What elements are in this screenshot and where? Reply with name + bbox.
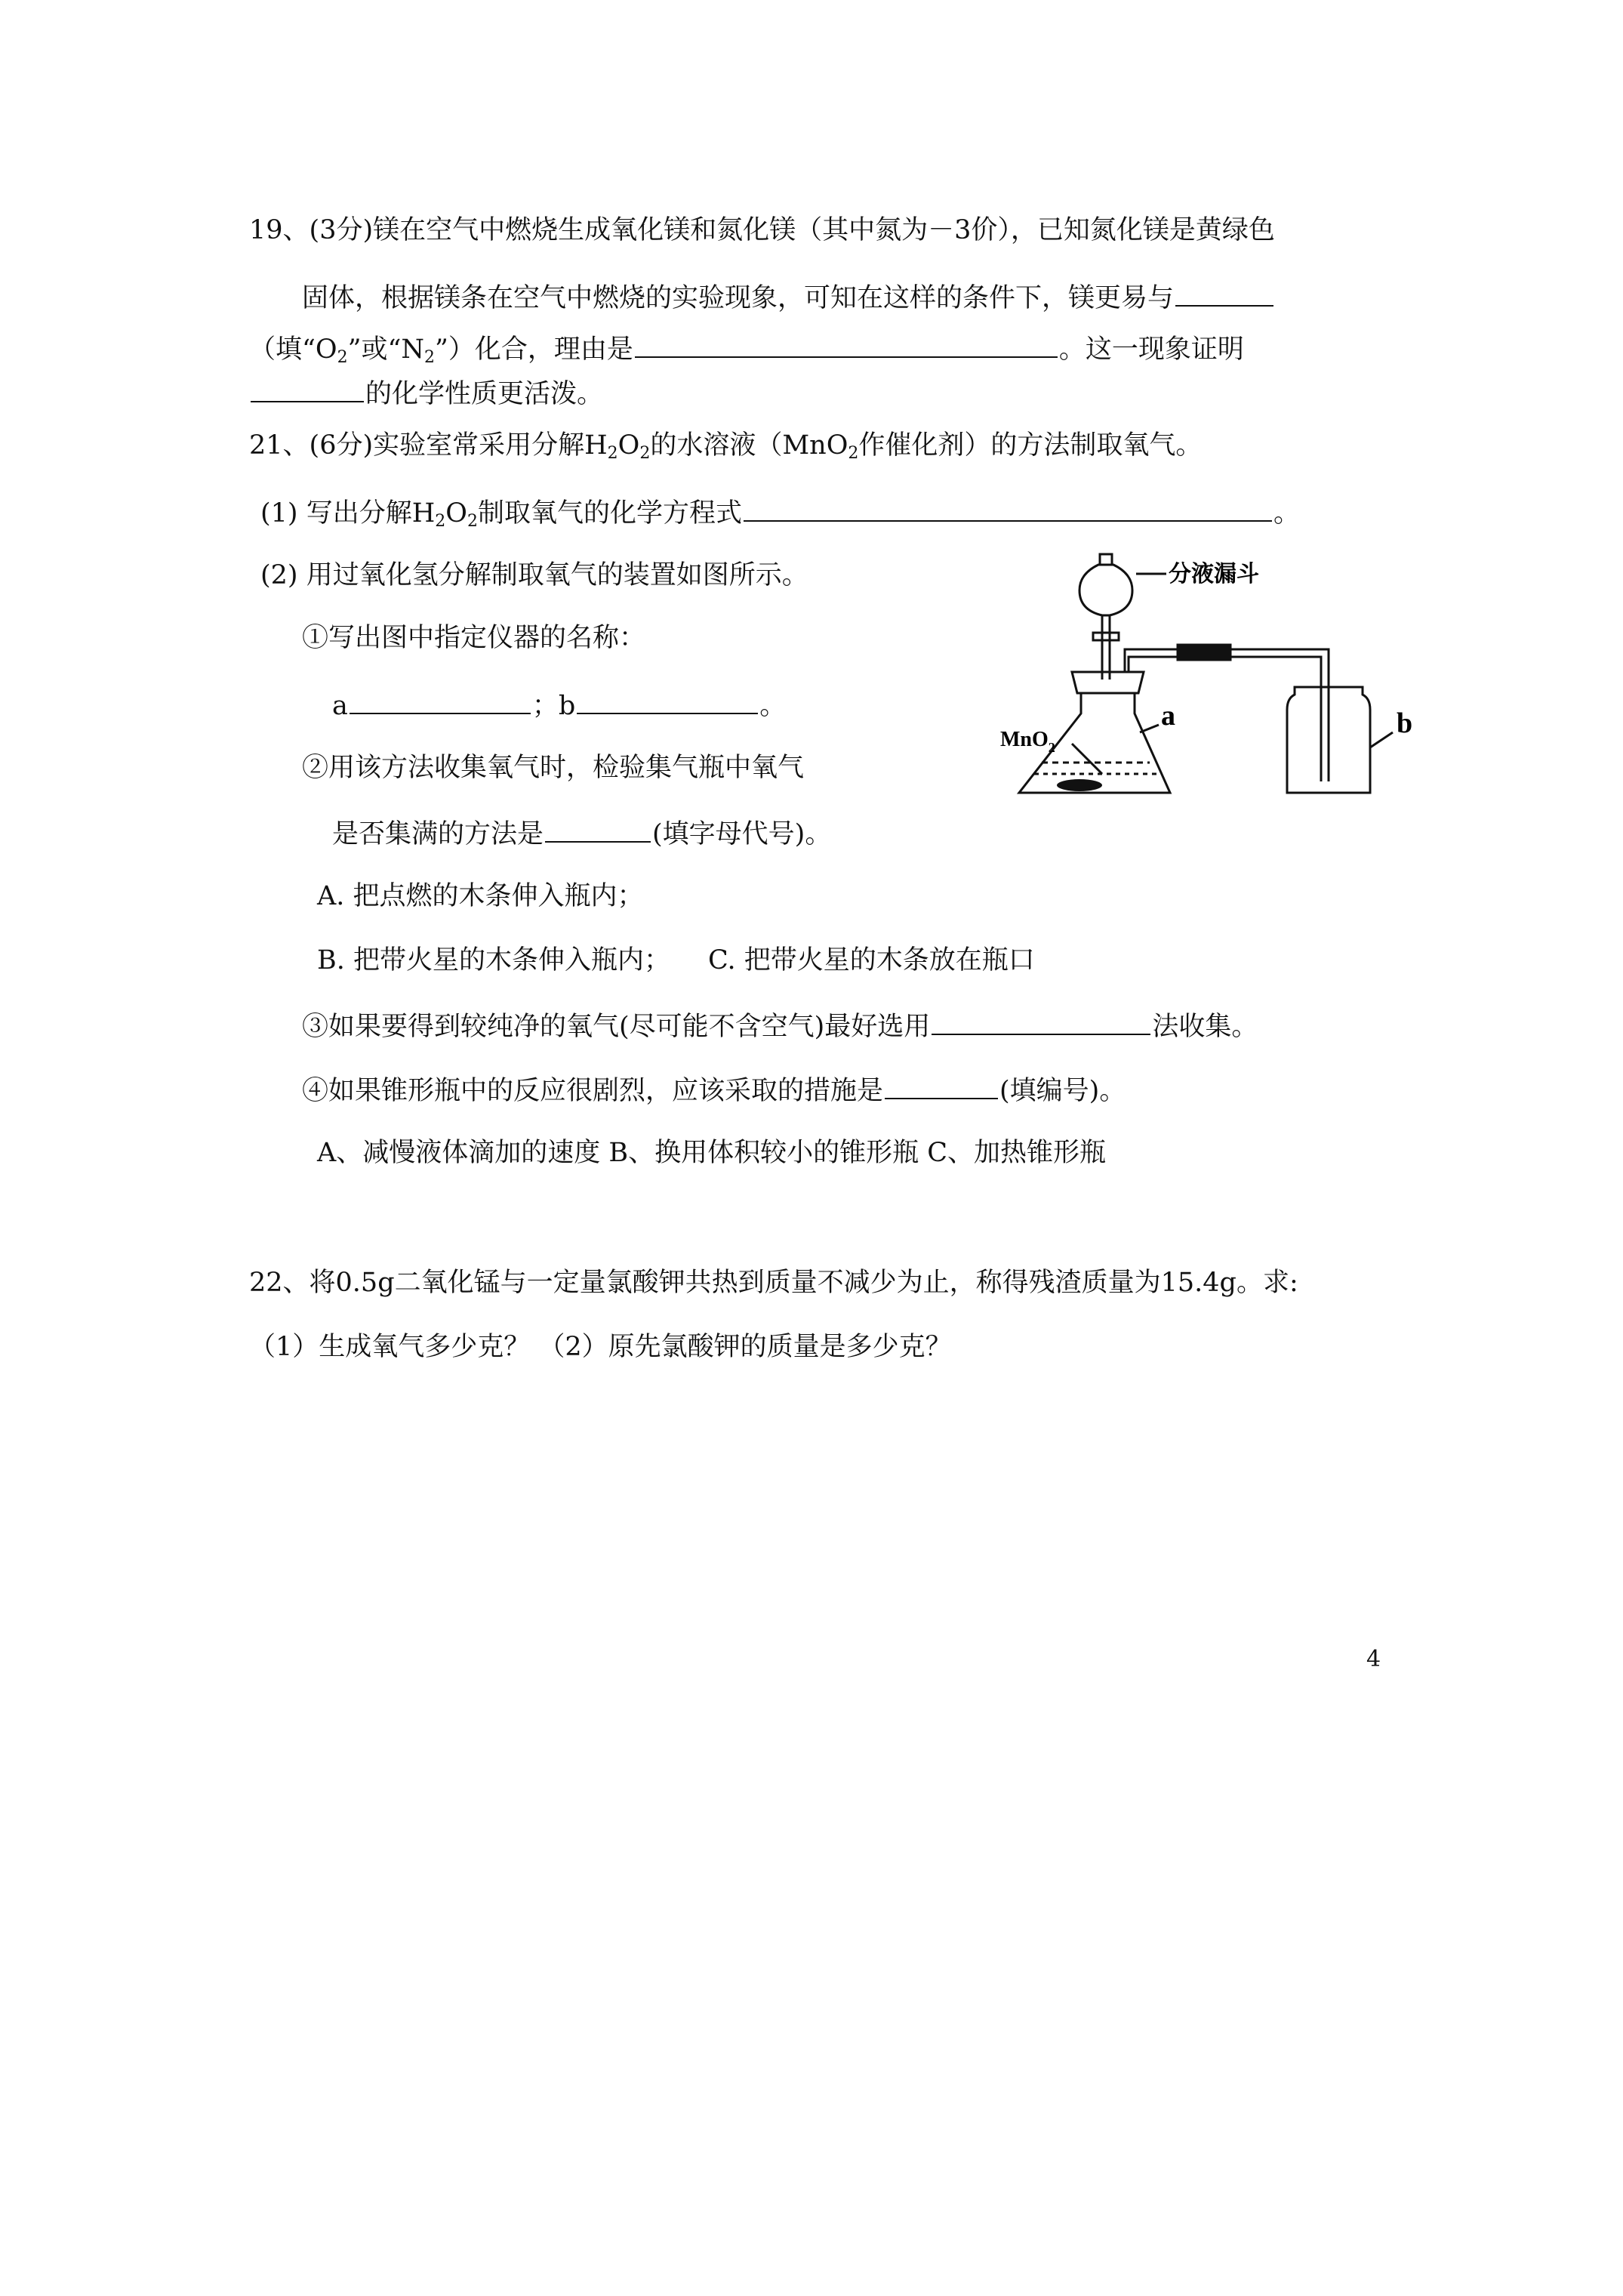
funnel-stopcock: [1093, 633, 1119, 640]
q21-blank-b[interactable]: [577, 687, 758, 714]
funnel-label: 分液漏斗: [1169, 562, 1259, 587]
q21-sub-3: ③如果要得到较纯净的氧气(尽可能不含空气)最好选用 法收集。: [302, 1008, 1258, 1043]
funnel-stopper: [1100, 554, 1112, 565]
q21-option-a: A. 把点燃的木条伸入瓶内；: [317, 881, 644, 911]
q19-line-4: 的化学性质更活泼。: [249, 375, 603, 411]
q21-options-bc: B. 把带火星的木条伸入瓶内； C. 把带火星的木条放在瓶口: [317, 945, 1035, 975]
q21-blank-a[interactable]: [350, 687, 531, 714]
oxygen-apparatus-diagram: [996, 544, 1419, 800]
q21-blank-measure[interactable]: [885, 1072, 998, 1099]
flask-stopper: [1072, 672, 1144, 693]
q21-sub-1: ①写出图中指定仪器的名称：: [302, 623, 646, 653]
q19-line-1: 19、(3分)镁在空气中燃烧生成氧化镁和氮化镁（其中氮为－3价），已知氮化镁是黄绿色: [249, 215, 1275, 245]
q21-blank-method[interactable]: [545, 815, 651, 843]
q21-part-1: (1) 写出分解$H_2O_2$制取氧气的化学方程式 。: [260, 495, 1300, 530]
q19-blank-substance[interactable]: [251, 375, 364, 402]
q21-sub-2-line-2: 是否集满的方法是 (填字母代号)。: [332, 815, 831, 851]
q21-part-2: (2) 用过氧化氢分解制取氧气的装置如图所示。: [260, 560, 808, 590]
label-b: b: [1397, 707, 1413, 739]
delivery-tube: [1230, 649, 1329, 781]
label-a: a: [1161, 700, 1175, 732]
q22-line-2: （1）生成氧气多少克？ （2）原先氯酸钾的质量是多少克？: [249, 1332, 952, 1362]
q19-line-2: 固体，根据镁条在空气中燃烧的实验现象，可知在这样的条件下，镁更易与: [302, 279, 1275, 315]
mno2-solid: [1057, 779, 1102, 791]
q21-blank-equation[interactable]: [744, 495, 1272, 522]
q19-line-3: （填“$O_2$”或“$N_2$”）化合，理由是 。这一现象证明: [249, 331, 1244, 366]
q21-blank-collection[interactable]: [932, 1008, 1150, 1035]
mno2-label: MnO$_2$: [1000, 728, 1055, 755]
q22-line-1: 22、将0.5g二氧化锰与一定量氯酸钾共热到质量不减少为止，称得残渣质量为15.4g。求:: [249, 1268, 1298, 1298]
q19-blank-element[interactable]: [1175, 279, 1273, 307]
q21-line-1: 21、(6分)实验室常采用分解$H_2O_2$的水溶液（MnO$_2$作催化剂）的方法制取氧气。: [249, 430, 1203, 463]
q21-measure-options: A、减慢液体滴加的速度 B、换用体积较小的锥形瓶 C、加热锥形瓶: [317, 1138, 1107, 1168]
page-number: 4: [1366, 1646, 1381, 1672]
q21-sub-1-answers: a ；b 。: [332, 687, 786, 723]
rubber-tube: [1178, 645, 1230, 660]
q21-sub-2-line-1: ②用该方法收集氧气时，检验集气瓶中氧气: [302, 753, 805, 783]
q21-sub-4: ④如果锥形瓶中的反应很剧烈，应该采取的措施是 (填编号)。: [302, 1072, 1126, 1108]
q19-blank-reason[interactable]: [635, 331, 1058, 358]
funnel-bulb: [1079, 565, 1132, 615]
